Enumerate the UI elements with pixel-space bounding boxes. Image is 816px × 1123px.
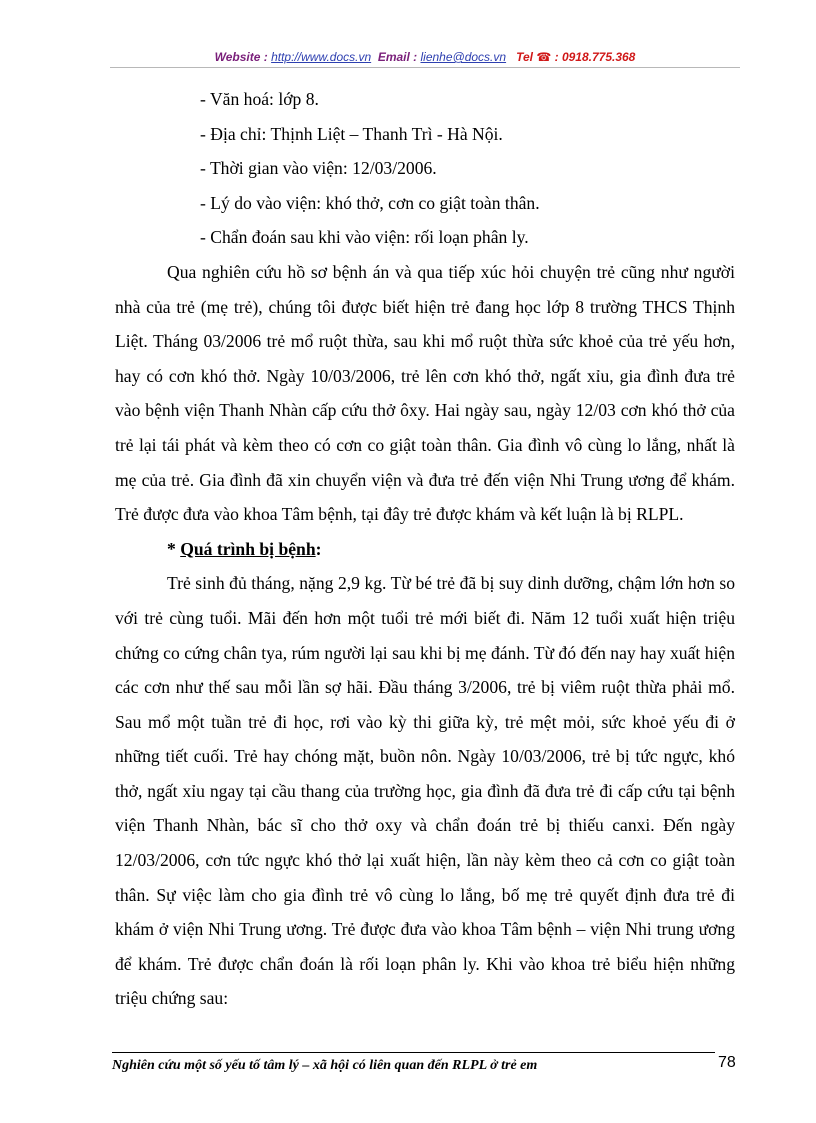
- paragraph-history-overview: Qua nghiên cứu hồ sơ bệnh án và qua tiếp xúc hỏi chuyện trẻ cũng như người nhà của trẻ (mẹ trẻ), chúng tôi được biết hiện trẻ đang học lớp 8 trường THCS Thịnh Liệt. Tháng 03/2006 trẻ mổ ruột thừa, sau khi mổ ruột thừa sức khoẻ của trẻ yếu hơn, hay có cơn khó thở. Ngày 10/03/2006, trẻ lên cơn khó thở, ngất xỉu, gia đình đưa trẻ vào bệnh viện Thanh Nhàn cấp cứu thở ôxy. Hai ngày sau, ngày 12/03 cơn khó thở của trẻ lại tái phát và kèm theo có cơn co giật toàn thân. Gia đình vô cùng lo lắng, nhất là mẹ của trẻ. Gia đình đã xin chuyển viện và đưa trẻ đến viện Nhi Trung ương để khám. Trẻ được đưa vào khoa Tâm bệnh, tại đây trẻ được khám và kết luận là bị RLPL.: [115, 261, 735, 525]
- website-label: Website :: [214, 50, 272, 64]
- email-label: Email: [377, 50, 410, 64]
- footer-divider: [112, 1052, 715, 1053]
- website-link[interactable]: http://www.docs.vn: [271, 50, 372, 64]
- info-item-education: - Văn hoá: lớp 8.: [200, 89, 319, 109]
- section-heading-colon: :: [315, 538, 322, 559]
- info-item-admission-date: - Thời gian vào viện: 12/03/2006.: [200, 158, 437, 179]
- section-heading: [115, 532, 735, 567]
- info-item-admission-reason: - Lý do vào viện: khó thở, cơn co giật toàn thân.: [200, 192, 540, 213]
- paragraph-disease-course: Trẻ sinh đủ tháng, nặng 2,9 kg. Từ bé trẻ đã bị suy dinh dưỡng, chậm lớn hơn so với trẻ cùng tuổi. Mãi đến hơn một tuổi trẻ mới biết đi. Năm 12 tuổi xuất hiện triệu chứng co cứng chân tya, rúm người lại sau khi bị mẹ đánh. Từ đó đến nay hay xuất hiện các cơn như thế sau mỗi lần sợ hãi. Đầu tháng 3/2006, trẻ bị viêm ruột thừa phải mổ. Sau mổ một tuần trẻ đi học, rơi vào kỳ thi giữa kỳ, trẻ mệt mỏi, sức khoẻ yếu đi ở những tiết cuối. Trẻ hay chóng mặt, buồn nôn. Ngày 10/03/2006, trẻ bị tức ngực, khó thở, ngất xỉu ngay tại cầu thang của trường học, gia đình đã đưa trẻ đi cấp cứu tại bệnh viện Thanh Nhàn, bác sĩ cho thở oxy và chẩn đoán trẻ bị thiếu canxi. Đến ngày 12/03/2006, cơn tức ngực khó thở lại xuất hiện, lần này kèm theo cả cơn co giật toàn thân. Sự việc làm cho gia đình trẻ vô cùng lo lắng, bố mẹ trẻ quyết định đưa trẻ đi khám ở viện Nhi Trung ương. Trẻ được đưa vào khoa Tâm bệnh – viện Nhi trung ương để khám. Trẻ được chẩn đoán là rối loạn phân ly. Khi vào khoa trẻ biểu hiện những triệu chứng sau:: [115, 573, 735, 1009]
- footer-title: Nghiên cứu một số yếu tố tâm lý – xã hội có liên quan đến RLPL ở trẻ em: [112, 1058, 538, 1073]
- page-number: 78: [718, 1054, 736, 1071]
- tel-label: Tel: [516, 50, 537, 64]
- email-link[interactable]: lienhe@docs.vn: [420, 50, 507, 64]
- header-divider: [110, 67, 740, 68]
- info-item-address: - Địa chỉ: Thịnh Liệt – Thanh Trì - Hà Nội.: [200, 123, 503, 144]
- info-item-diagnosis: - Chẩn đoán sau khi vào viện: rối loạn phân ly.: [200, 227, 529, 248]
- section-heading-star: *: [167, 538, 181, 559]
- phone-number: : 0918.775.368: [551, 50, 636, 64]
- section-heading-text: Quá trình bị bệnh: [180, 538, 316, 559]
- document-body: [115, 82, 735, 1016]
- phone-icon: ☎: [536, 50, 552, 64]
- email-separator: :: [409, 50, 421, 64]
